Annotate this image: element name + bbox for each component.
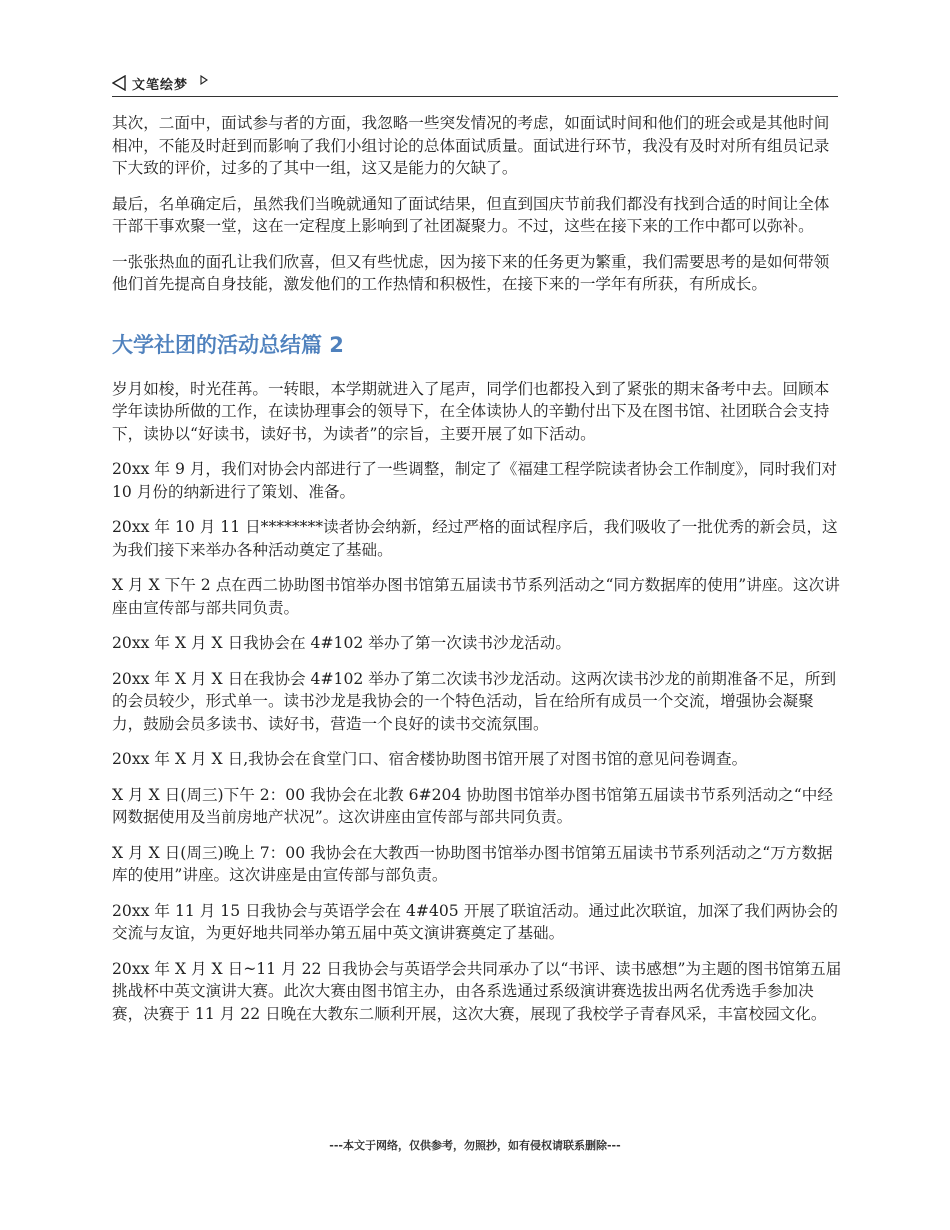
paragraph: X 月 X 下午 2 点在西二协助图书馆举办图书馆第五届读书节系列活动之“同方数据库的使用”讲座。这次讲座由宣传部与部共同负责。 — [112, 576, 840, 617]
paragraph: 最后，名单确定后，虽然我们当晚就通知了面试结果，但直到国庆节前我们都没有找到合适的时间让全体干部干事欢聚一堂，这在一定程度上影响到了社团凝聚力。不过，这些在接下来的工作中都可以弥补。 — [112, 194, 830, 235]
paragraph: 一张张热血的面孔让我们欣喜，但又有些忧虑，因为接下来的任务更为繁重，我们需要思考的是如何带领他们首先提高自身技能，激发他们的工作热情和积极性，在接下来的一学年有所获，有所成长。 — [112, 252, 830, 293]
paragraph: 岁月如梭，时光荏苒。一转眼，本学期就进入了尾声，同学们也都投入到了紧张的期末备考中去。回顾本学年读协所做的工作，在读协理事会的领导下，在全体读协人的辛勤付出下及在图书馆、社团联合会支持下，读协以“好读书，读好书，为读者”的宗旨，主要开展了如下活动。 — [112, 379, 830, 443]
brand-name: 文笔绘梦 — [132, 77, 189, 93]
left-triangle-icon — [112, 75, 126, 91]
paragraph: 20xx 年 9 月，我们对协会内部进行了一些调整，制定了《福建工程学院读者协会工作制度》，同时我们对 10 月份的纳新进行了策划、准备。 — [112, 460, 837, 501]
paragraph: 20xx 年 11 月 15 日我协会与英语学会在 4#405 开展了联谊活动。通过此次联谊，加深了我们两协会的交流与友谊，为更好地共同举办第五届中英文演讲赛奠定了基础。 — [112, 901, 838, 942]
page-header — [112, 70, 838, 97]
section-heading: 大学社团的活动总结篇 2 — [112, 332, 344, 357]
paragraph: 20xx 年 X 月 X 日,我协会在食堂门口、宿舍楼协助图书馆开展了对图书馆的意见问卷调查。 — [112, 750, 748, 768]
paragraph: 其次，二面中，面试参与者的方面，我忽略一些突发情况的考虑，如面试时间和他们的班会或是其他时间相冲，不能及时赶到而影响了我们小组讨论的总体面试质量。面试进行环节，我没有及时对所有组员记录下大致的评价，过多的了其中一组，这又是能力的欠缺了。 — [112, 114, 830, 177]
paragraph: X 月 X 日(周三)晚上 7：00 我协会在大教西一协助图书馆举办图书馆第五届读书节系列活动之“万方数据库的使用”讲座。这次讲座是由宣传部与部负责。 — [112, 843, 833, 884]
paragraph: 20xx 年 10 月 11 日********读者协会纳新，经过严格的面试程序后，我们吸收了一批优秀的新会员，这为我们接下来举办各种活动奠定了基础。 — [112, 518, 838, 559]
right-triangle-icon — [200, 75, 208, 85]
paragraph: X 月 X 日(周三)下午 2：00 我协会在北教 6#204 协助图书馆举办图书馆第五届读书节系列活动之“中经网数据使用及当前房地产状况”。这次讲座由宣传部与部共同负责。 — [112, 785, 833, 826]
page-footer: ---本文于网络，仅供参考，勿照抄，如有侵权请联系删除--- — [329, 1139, 621, 1152]
paragraph: 20xx 年 X 月 X 日我协会在 4#102 举办了第一次读书沙龙活动。 — [112, 634, 571, 652]
document-body — [112, 112, 842, 1038]
paragraph: 20xx 年 X 月 X 日在我协会 4#102 举办了第二次读书沙龙活动。这两次读书沙龙的前期准备不足，所到的会员较少，形式单一。读书沙龙是我协会的一个特色活动，旨在给所有成员一个交流，增强协会凝聚力，鼓励会员多读书、读好书，营造一个良好的读书交流氛围。 — [112, 669, 837, 733]
paragraph: 20xx 年 X 月 X 日~11 月 22 日我协会与英语学会共同承办了以“书评、读书感想”为主题的图书馆第五届挑战杯中英文演讲大赛。此次大赛由图书馆主办，由各系选通过系级演讲赛选拔出两名优秀选手参加决赛，决赛于 11 月 22 日晚在大教东二顺利开展，这次大赛，展现了我校学子青春风采，丰富校园文化。 — [112, 959, 842, 1023]
